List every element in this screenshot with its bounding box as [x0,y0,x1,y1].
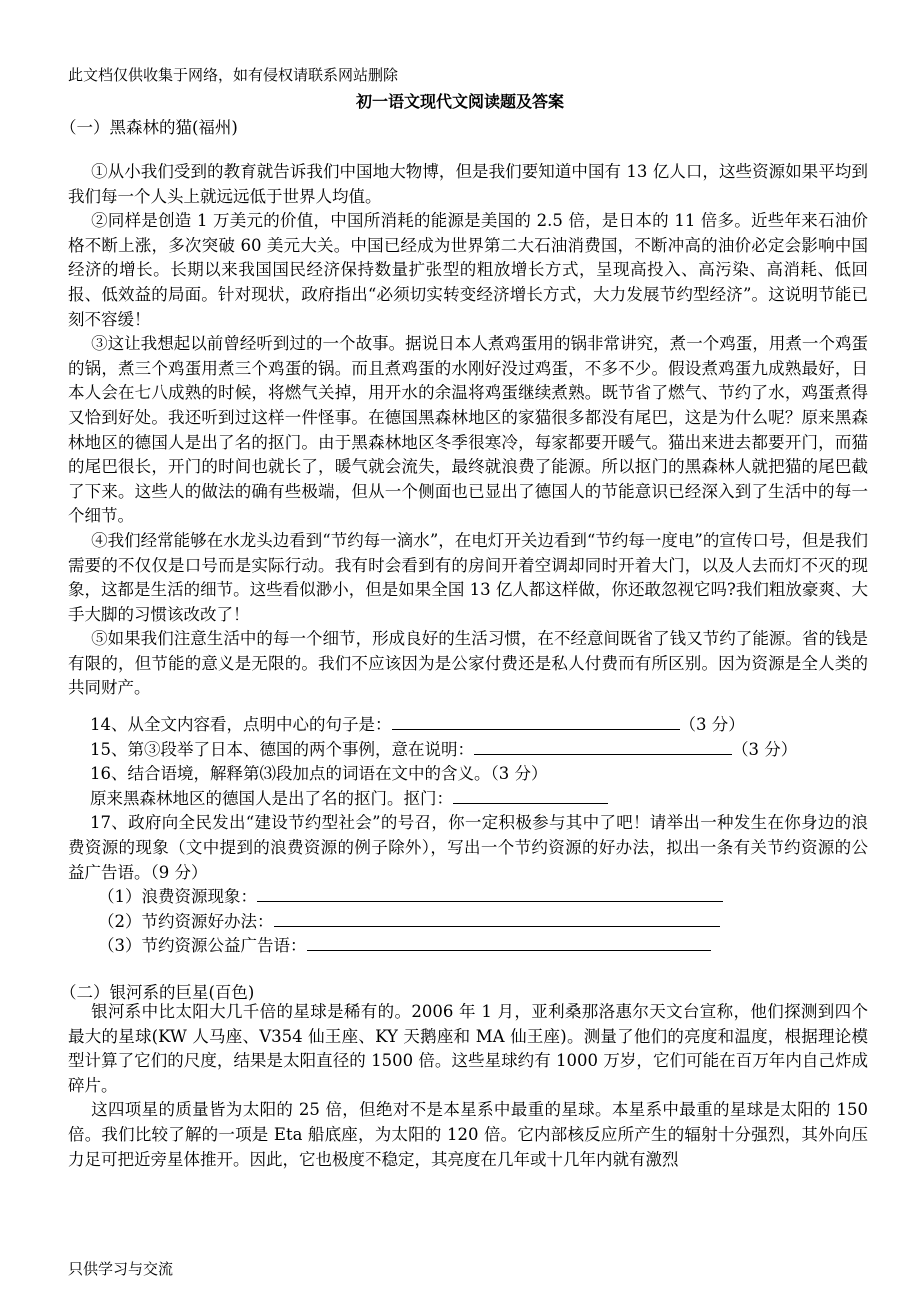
question-15: 15、第③段举了日本、德国的两个事例，意在说明： （3 分） [90,739,798,759]
answer-blank[interactable] [392,715,680,730]
question-17-part-2: （2）节约资源好办法： [90,910,870,935]
paragraph: 这四项星的质量皆为太阳的 25 倍，但绝对不是本星系中最重的星球。本星系中最重的星球是太阳的 150 倍。我们比较了解的一项是 Eta 船底座，为太阳的 120 倍。它内部核反应所产生的辐射十分强烈，其外向压力足可把近旁星体推开。因此，它也极度不稳定，其亮度在几年或十几年内就有激烈 [68,1100,868,1169]
paragraph: 银河系中比太阳大几千倍的星球是稀有的。2006 年 1 月，亚利桑那洛惠尔天文台宣称，他们探测到四个最大的星球(KW 人马座、V354 仙王座、KY 天鹅座和 MA 仙王座)。测量了他们的亮度和温度，根据理论模型计算了它们的尺度，结果是太阳直径的 1500 倍。这些星球约有 1000 万岁，它们可能在百万年内自己炸成碎片。 [68,1002,868,1095]
article-body [68,160,868,701]
copyright-note: 此文档仅供收集于网络，如有侵权请联系网站删除 [68,66,399,84]
answer-blank[interactable] [453,789,608,804]
question-17: 17、政府向全民发出“建设节约型社会”的号召，你一定积极参与其中了吧！请举出一种发生在你身边的浪费资源的现象（文中提到的浪费资源的例子除外），写出一个节约资源的好办法，拟出一条有关节约资源的公益广告语。（9 分） [68,813,868,882]
answer-blank[interactable] [474,740,732,755]
answer-blank[interactable] [307,936,711,951]
paragraph: ③这让我想起以前曾经听到过的一个故事。据说日本人煮鸡蛋用的锅非常讲究，煮一个鸡蛋，用煮一个鸡蛋的锅，煮三个鸡蛋用煮三个鸡蛋的锅。而且煮鸡蛋的水刚好没过鸡蛋，不多不少。假设煮鸡蛋九成熟最好，日本人会在七八成熟的时候，将燃气关掉，用开水的余温将鸡蛋继续煮熟。既节省了燃气、节约了水，鸡蛋煮得又恰到好处。我还听到过这样一件怪事。在德国黑森林地区的家猫很多都没有尾巴，这是为什么呢？原来黑森林地区的德国人是出了名的抠门。由于黑森林地区冬季很寒冷，每家都要开暖气。猫出来进去都要开门，而猫的尾巴很长，开门的时间也就长了，暖气就会流失，最终就浪费了能源。所以抠门的黑森林人就把猫的尾巴截了下来。这些人的做法的确有些极端，但从一个侧面也已显出了德国人的节能意识已经深入到了生活中的每一个细节。 [68,334,868,526]
answer-blank[interactable] [274,912,720,927]
footer-note: 只供学习与交流 [68,1260,174,1278]
question-16: 16、结合语境，解释第⑶段加点的词语在文中的含义。（3 分） [90,764,548,784]
answer-blank[interactable] [257,887,723,902]
paragraph: ①从小我们受到的教育就告诉我们中国地大物博，但是我们要知道中国有 13 亿人口，这些资源如果平均到我们每一个人头上就远远低于世界人均值。 [68,162,868,206]
paragraph: ④我们经常能够在水龙头边看到“节约每一滴水”，在电灯开关边看到“节约每一度电”的宣传口号，但是我们需要的不仅仅是口号而是实际行动。我有时会看到有的房间开着空调却同时开着大门，以及人去而灯不灭的现象，这都是生活的细节。这些看似渺小，但是如果全国 13 亿人都这样做，你还敢忽视它吗?我们粗放豪爽、大手大脚的习惯该改改了！ [68,530,868,624]
question-17-part-3: （3）节约资源公益广告语： [90,934,870,959]
section-heading: （一）黑森林的猫(福州) [60,118,238,137]
page-title: 初一语文现代文阅读题及答案 [355,92,564,111]
paragraph: ②同样是创造 1 万美元的价值，中国所消耗的能源是美国的 2.5 倍，是日本的 11 倍多。近些年来石油价格不断上涨，多次突破 60 美元大关。中国已经成为世界第二大石油消费国，不断冲高的油价必定会影响中国经济的增长。长期以来我国国民经济保持数量扩张型的粗放增长方式，呈现高投入、高污染、高消耗、低回报、低效益的局面。针对现状，政府指出“必须切实转变经济增长方式，大力发展节约型经济”。这说明节能已刻不容缓！ [68,211,869,329]
question-14: 14、从全文内容看，点明中心的句子是： （3 分） [90,715,745,734]
paragraph: ⑤如果我们注意生活中的每一个细节，形成良好的生活习惯，在不经意间既省了钱又节约了能源。省的钱是有限的，但节能的意义是无限的。我们不应该因为是公家付费还是私人付费而有所区别。因为资源是全人类的共同财产。 [68,629,868,698]
question-17-part-1: （1）浪费资源现象： [90,885,870,910]
section-heading: （二）银河系的巨星(百色) [60,983,255,1002]
article-body [68,1000,868,1172]
question-16-sentence: 原来黑森林地区的德国人是出了名的抠门。抠门： [90,787,870,812]
questions [68,713,870,959]
